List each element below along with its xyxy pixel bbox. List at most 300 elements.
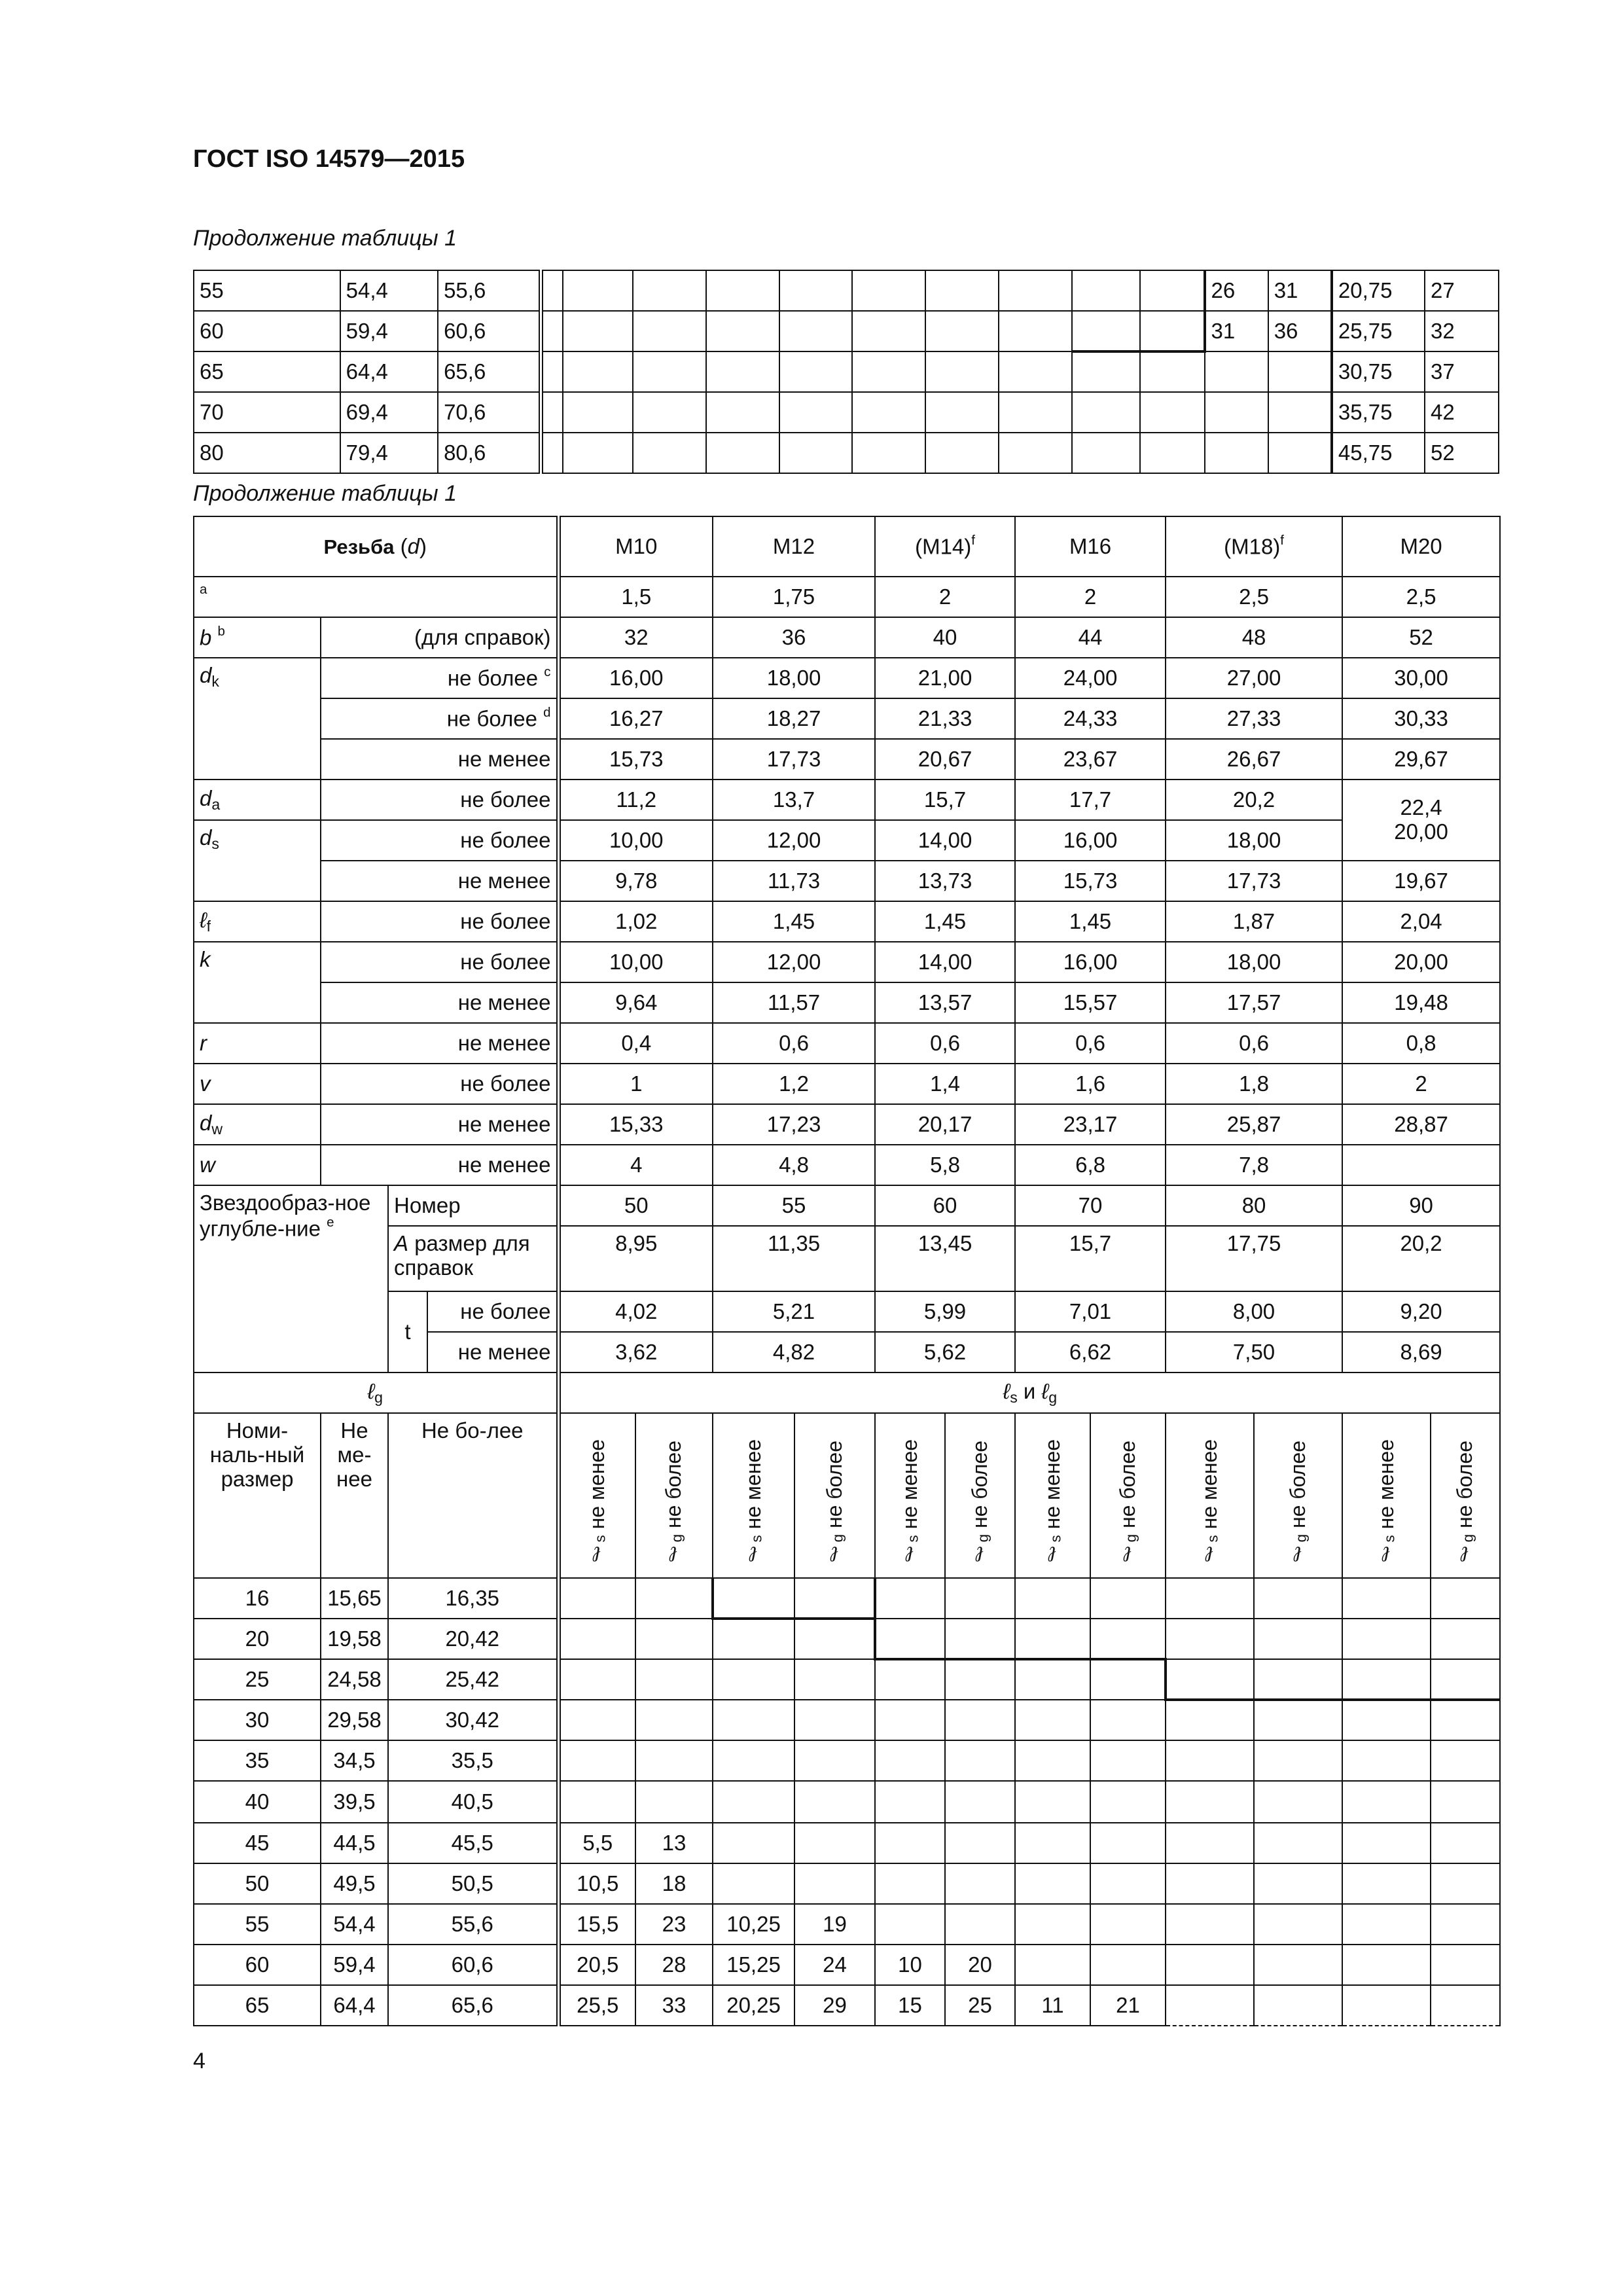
cell-empty — [925, 392, 999, 433]
cell-value: 17,73 — [1166, 861, 1342, 901]
cell-value: 80 — [1166, 1185, 1342, 1226]
cell-value: 24,33 — [1015, 698, 1166, 739]
table-row — [194, 698, 1500, 739]
vertical-header-text — [742, 1439, 766, 1566]
cell-empty — [794, 1823, 875, 1863]
document-title: ГОСТ ISO 14579—2015 — [193, 145, 465, 173]
cell-value: 35,75 — [1332, 392, 1425, 433]
cell-empty — [852, 270, 925, 311]
cell-empty — [999, 351, 1072, 392]
cell-empty — [875, 1781, 945, 1823]
cell-value: 11,73 — [713, 861, 875, 901]
cell-empty — [875, 1863, 945, 1904]
symbol-l: ℓ — [367, 1378, 375, 1403]
cell-value: 23 — [635, 1904, 713, 1945]
cell-empty — [999, 433, 1072, 473]
cell-value: 5,5 — [558, 1823, 635, 1863]
cell-empty — [1090, 1659, 1166, 1700]
cell-empty — [633, 392, 706, 433]
symbol-d: d — [200, 825, 212, 850]
vertical-header-text — [1454, 1441, 1477, 1566]
cell-empty — [1254, 1578, 1342, 1619]
cell-empty — [875, 1904, 945, 1945]
cell-value: 52 — [1342, 617, 1500, 658]
cell-value: 15,5 — [558, 1904, 635, 1945]
cell-empty — [1342, 1904, 1431, 1945]
cell-value: 15,57 — [1015, 982, 1166, 1023]
cell-value: 10,00 — [558, 942, 713, 982]
cell-empty — [635, 1781, 713, 1823]
col-header-lg-max — [945, 1413, 1015, 1578]
table-row — [194, 820, 1500, 861]
cell-value: 5,62 — [875, 1332, 1015, 1372]
cell-empty — [635, 1619, 713, 1659]
cell-empty — [1342, 1985, 1431, 2026]
cell-empty — [633, 311, 706, 351]
param-symbol — [194, 658, 321, 780]
symbol-sub: g — [668, 1534, 685, 1543]
cell-empty — [541, 270, 563, 311]
table-row — [194, 1023, 1500, 1064]
vertical-header-text — [1198, 1439, 1222, 1566]
vertical-header-text — [1287, 1441, 1310, 1566]
table-caption-main: Продолжение таблицы 1 — [193, 481, 457, 506]
cell-empty — [713, 1740, 794, 1781]
cell-value: 10,00 — [558, 820, 713, 861]
cell-value: 21,00 — [875, 658, 1015, 698]
symbol-l: ℓ — [1040, 1542, 1064, 1566]
size-label: M10 — [615, 533, 658, 558]
cell-value: 13,45 — [875, 1226, 1015, 1291]
cell-value: 50 — [194, 1863, 321, 1904]
cell-value: 9,78 — [558, 861, 713, 901]
cell-value: 9,20 — [1342, 1291, 1500, 1332]
cell-empty — [558, 1781, 635, 1823]
qualifier-text: размер для справок — [394, 1231, 530, 1280]
cell-value: 30,42 — [388, 1700, 558, 1740]
col-header-lg-max — [1254, 1413, 1342, 1578]
qualifier-text: не более — [1285, 1440, 1310, 1528]
cell-value: 32 — [1425, 311, 1499, 351]
cell-value: 20 — [945, 1945, 1015, 1985]
cell-value: 25 — [945, 1985, 1015, 2026]
table-row — [194, 1740, 1500, 1781]
cell-empty — [1090, 1700, 1166, 1740]
cell-value: 25,5 — [558, 1985, 635, 2026]
cell-value: 18,00 — [713, 658, 875, 698]
footnote-mark: b — [217, 624, 225, 639]
cell-min: 54,4 — [340, 270, 438, 311]
symbol-l: ℓ — [1374, 1542, 1398, 1566]
param-qualifier: не менее — [321, 1104, 558, 1145]
qualifier-text: не более — [1453, 1440, 1477, 1528]
table-row — [194, 1823, 1500, 1863]
cell-empty — [633, 351, 706, 392]
cell-value: 30 — [194, 1700, 321, 1740]
cell-value: 8,95 — [558, 1226, 713, 1291]
cell-value: 45 — [194, 1823, 321, 1863]
cell-empty — [1342, 1823, 1431, 1863]
cell-value: 19,58 — [321, 1619, 388, 1659]
col-header-ls-min — [558, 1413, 635, 1578]
table-row — [194, 1619, 1500, 1659]
cell-min: 59,4 — [340, 311, 438, 351]
size-header — [1166, 516, 1342, 577]
cell-value: 42 — [1425, 392, 1499, 433]
param-qualifier — [321, 698, 558, 739]
symbol-l: ℓ — [1003, 1378, 1010, 1403]
cell-value: 7,01 — [1015, 1291, 1166, 1332]
cell-nominal: 80 — [194, 433, 340, 473]
cell-empty — [925, 433, 999, 473]
not-less-header: Не ме-нее — [321, 1413, 388, 1578]
cell-empty — [1140, 433, 1204, 473]
cell-value: 6,62 — [1015, 1332, 1166, 1372]
footnote-mark: f — [971, 533, 975, 548]
cell-value: 1,6 — [1015, 1064, 1166, 1104]
symbol-l: ℓ — [741, 1542, 765, 1566]
cell-empty — [1431, 1700, 1500, 1740]
cell-value: 15,73 — [558, 739, 713, 780]
cell-value: 4,82 — [713, 1332, 875, 1372]
cell-value: 35,5 — [388, 1740, 558, 1781]
cell-empty — [558, 1619, 635, 1659]
cell-value: 15,7 — [1015, 1226, 1166, 1291]
cell-value: 1 — [558, 1064, 713, 1104]
cell-value: 1,45 — [713, 901, 875, 942]
cell-empty — [1166, 1619, 1254, 1659]
cell-value: 29 — [794, 1985, 875, 2026]
cell-empty — [1342, 1945, 1431, 1985]
param-qualifier: не менее — [321, 1023, 558, 1064]
cell-value: 0,6 — [875, 1023, 1015, 1064]
cell-empty — [635, 1659, 713, 1700]
cell-empty — [1254, 1904, 1342, 1945]
table-row — [194, 1985, 1500, 2026]
cell-empty — [1166, 1945, 1254, 1985]
table-continuation-top-body — [194, 270, 1499, 473]
cell-value: 22,4 — [1400, 795, 1442, 820]
cell-empty — [794, 1781, 875, 1823]
cell-value: 25,75 — [1332, 311, 1425, 351]
cell-value: 28,87 — [1342, 1104, 1500, 1145]
cell-empty — [1072, 351, 1141, 392]
cell-max: 60,6 — [438, 311, 541, 351]
cell-value: 37 — [1425, 351, 1499, 392]
cell-empty — [1431, 1863, 1500, 1904]
symbol-sub: f — [206, 917, 211, 935]
cell-empty — [925, 270, 999, 311]
cell-empty — [713, 1781, 794, 1823]
cell-empty — [1254, 1619, 1342, 1659]
symbol-l: ℓ — [897, 1542, 921, 1566]
col-header-ls-min — [1166, 1413, 1254, 1578]
cell-value: 15,73 — [1015, 861, 1166, 901]
cell-empty — [541, 351, 563, 392]
cell-value: 26,67 — [1166, 739, 1342, 780]
cell-value: 25,42 — [388, 1659, 558, 1700]
symbol-sub: s — [904, 1534, 921, 1543]
cell-empty — [1166, 1659, 1254, 1700]
cell-value: 20,67 — [875, 739, 1015, 780]
cell-empty — [945, 1781, 1015, 1823]
table-row — [194, 1413, 1500, 1578]
cell-empty — [706, 311, 779, 351]
cell-empty — [779, 433, 853, 473]
param-symbol — [194, 901, 321, 942]
cell-value: 45,75 — [1332, 433, 1425, 473]
cell-value: 17,73 — [713, 739, 875, 780]
cell-empty — [1342, 1619, 1431, 1659]
param-qualifier: (для справок) — [321, 617, 558, 658]
col-header-ls-min — [1015, 1413, 1090, 1578]
cell-empty — [875, 1659, 945, 1700]
cell-value: 1,5 — [558, 577, 713, 617]
table-row — [194, 942, 1500, 982]
cell-value: 15,65 — [321, 1578, 388, 1619]
cell-value: 49,5 — [321, 1863, 388, 1904]
cell-value: 25 — [194, 1659, 321, 1700]
table-row — [194, 982, 1500, 1023]
cell-empty — [794, 1700, 875, 1740]
col-header-ls-min — [713, 1413, 794, 1578]
cell-empty — [945, 1619, 1015, 1659]
cell-value: 2,5 — [1342, 577, 1500, 617]
cell-empty — [706, 433, 779, 473]
cell-value: 1,4 — [875, 1064, 1015, 1104]
cell-value: 65,6 — [388, 1985, 558, 2026]
cell-empty — [706, 270, 779, 311]
symbol-l: ℓ — [662, 1542, 686, 1566]
cell-empty — [1431, 1781, 1500, 1823]
param-symbol — [194, 1023, 321, 1064]
cell-value: 10 — [875, 1945, 945, 1985]
table-row — [194, 1145, 1500, 1185]
param-symbol — [194, 820, 321, 901]
cell-empty — [945, 1823, 1015, 1863]
cell-value: 24,00 — [1015, 658, 1166, 698]
cell-max: 55,6 — [438, 270, 541, 311]
cell-value: 11,57 — [713, 982, 875, 1023]
cell-empty — [713, 1578, 794, 1619]
symbol-sub: s — [1047, 1534, 1064, 1543]
cell-value: 13,7 — [713, 780, 875, 820]
cell-empty — [1015, 1863, 1090, 1904]
qualifier-text: не более — [446, 706, 537, 731]
cell-empty — [852, 351, 925, 392]
size-label: (M18) — [1224, 534, 1281, 559]
cell-empty — [1166, 1578, 1254, 1619]
cell-value: 8,69 — [1342, 1332, 1500, 1372]
cell-value: 31 — [1205, 311, 1268, 351]
cell-value: 13,73 — [875, 861, 1015, 901]
cell-empty — [1254, 1781, 1342, 1823]
cell-empty — [1090, 1781, 1166, 1823]
cell-empty — [541, 311, 563, 351]
cell-value: 0,4 — [558, 1023, 713, 1064]
cell-value: 20,00 — [1394, 819, 1448, 844]
cell-value: 1,2 — [713, 1064, 875, 1104]
cell-value: 5,21 — [713, 1291, 875, 1332]
cell-value: 23,17 — [1015, 1104, 1166, 1145]
table-row — [194, 1659, 1500, 1700]
cell-value: 20,2 — [1342, 1226, 1500, 1291]
symbol-sub: g — [829, 1534, 846, 1543]
cell-empty — [1140, 270, 1204, 311]
cell-empty — [1072, 392, 1141, 433]
cell-empty — [945, 1700, 1015, 1740]
page-number: 4 — [193, 2049, 205, 2073]
param-qualifier: не менее — [321, 1145, 558, 1185]
cell-value: 5,8 — [875, 1145, 1015, 1185]
cell-value: 18,00 — [1166, 942, 1342, 982]
qualifier-text: не более — [967, 1440, 991, 1528]
param-qualifier: не менее — [321, 739, 558, 780]
cell-value: 2,5 — [1166, 577, 1342, 617]
cell-value: 64,4 — [321, 1985, 388, 2026]
param-qualifier: Номер — [388, 1185, 558, 1226]
table-caption-top: Продолжение таблицы 1 — [193, 226, 457, 251]
cell-value: 44,5 — [321, 1823, 388, 1863]
cell-value: 27 — [1425, 270, 1499, 311]
cell-value: 1,45 — [1015, 901, 1166, 942]
cell-value: 1,45 — [875, 901, 1015, 942]
qualifier-text: не менее — [897, 1439, 921, 1529]
table-row — [194, 392, 1499, 433]
cell-value: 0,8 — [1342, 1023, 1500, 1064]
symbol-sub: g — [1048, 1388, 1058, 1406]
symbol-sub: w — [211, 1120, 223, 1138]
cell-value: 2 — [1342, 1064, 1500, 1104]
vertical-header-text — [1041, 1439, 1065, 1566]
param-symbol — [194, 1104, 321, 1145]
table-row — [194, 1863, 1500, 1904]
table-row — [194, 1226, 1500, 1291]
cell-empty — [635, 1740, 713, 1781]
cell-empty — [1015, 1619, 1090, 1659]
cell-empty — [1431, 1619, 1500, 1659]
size-label: M20 — [1400, 533, 1442, 558]
cell-value: 4 — [558, 1145, 713, 1185]
cell-value: 7,8 — [1166, 1145, 1342, 1185]
table-row — [194, 739, 1500, 780]
symbol-a: А — [394, 1231, 409, 1255]
cell-value: 55 — [713, 1185, 875, 1226]
cell-empty — [779, 392, 853, 433]
cell-value: 20,42 — [388, 1619, 558, 1659]
symbol-sub: s — [1010, 1388, 1018, 1406]
cell-value: 1,8 — [1166, 1064, 1342, 1104]
cell-empty — [1090, 1740, 1166, 1781]
cell-value: 16 — [194, 1578, 321, 1619]
cell-value: 30,00 — [1342, 658, 1500, 698]
footnote-mark: f — [1280, 533, 1284, 548]
vertical-header-text — [969, 1441, 992, 1566]
cell-value: 4,8 — [713, 1145, 875, 1185]
thread-header: Резьба (d) — [194, 516, 558, 577]
cell-empty — [635, 1700, 713, 1740]
table-row — [194, 861, 1500, 901]
cell-value: 8,00 — [1166, 1291, 1342, 1332]
symbol-sub: g — [374, 1388, 383, 1406]
symbol-d: d — [200, 785, 212, 810]
cell-value: 30,75 — [1332, 351, 1425, 392]
cell-value: 26 — [1205, 270, 1268, 311]
cell-empty — [558, 1659, 635, 1700]
cell-value: 0,6 — [1015, 1023, 1166, 1064]
cell-empty — [1254, 1700, 1342, 1740]
cell-empty — [1140, 392, 1204, 433]
cell-value: 1,02 — [558, 901, 713, 942]
cell-empty — [1431, 1945, 1500, 1985]
cell-empty — [1431, 1904, 1500, 1945]
cell-value: 10,25 — [713, 1904, 794, 1945]
symbol-sub: s — [592, 1534, 609, 1543]
cell-value: 70 — [1015, 1185, 1166, 1226]
cell-empty — [945, 1904, 1015, 1945]
cell-value: 60 — [194, 1945, 321, 1985]
param-symbol — [194, 1064, 321, 1104]
cell-min: 79,4 — [340, 433, 438, 473]
table-row — [194, 1945, 1500, 1985]
cell-value: 13 — [635, 1823, 713, 1863]
cell-empty — [1342, 1740, 1431, 1781]
param-qualifier: не более — [321, 901, 558, 942]
qualifier-text: не более — [662, 1440, 686, 1528]
symbol-sub: g — [1122, 1534, 1139, 1543]
param-qualifier: не менее — [321, 861, 558, 901]
cell-empty — [558, 1700, 635, 1740]
cell-empty — [852, 311, 925, 351]
cell-value: 31 — [1268, 270, 1332, 311]
cell-empty — [1090, 1945, 1166, 1985]
vertical-header-text — [586, 1439, 609, 1566]
cell-value: 29,58 — [321, 1700, 388, 1740]
pitch-mark: a — [200, 582, 207, 597]
vertical-header-text — [1375, 1439, 1399, 1566]
cell-value: 15,25 — [713, 1945, 794, 1985]
cell-value — [1205, 351, 1268, 392]
cell-empty — [633, 270, 706, 311]
cell-empty — [875, 1823, 945, 1863]
cell-value: 1,87 — [1166, 901, 1342, 942]
cell-empty — [1015, 1904, 1090, 1945]
cell-value: 52 — [1425, 433, 1499, 473]
cell-value: 16,27 — [558, 698, 713, 739]
symbol-r: r — [200, 1030, 207, 1055]
cell-empty — [1342, 1781, 1431, 1823]
col-header-lg-max — [1090, 1413, 1166, 1578]
table-row — [194, 1291, 1500, 1332]
cell-value: 15 — [875, 1985, 945, 2026]
cell-empty — [563, 270, 633, 311]
table-row — [194, 433, 1499, 473]
col-header-lg-max — [1431, 1413, 1500, 1578]
table-row — [194, 1700, 1500, 1740]
cell-empty — [945, 1863, 1015, 1904]
symbol-sub: g — [974, 1534, 991, 1543]
cell-value: 40,5 — [388, 1781, 558, 1823]
cell-value: 24,58 — [321, 1659, 388, 1700]
cell-value: 29,67 — [1342, 739, 1500, 780]
cell-empty — [794, 1578, 875, 1619]
cell-empty — [1015, 1781, 1090, 1823]
cell-value: 27,00 — [1166, 658, 1342, 698]
table-continuation-top — [193, 270, 1499, 474]
cell-value: 5,99 — [875, 1291, 1015, 1332]
table-row — [194, 1781, 1500, 1823]
cell-empty — [1166, 1823, 1254, 1863]
